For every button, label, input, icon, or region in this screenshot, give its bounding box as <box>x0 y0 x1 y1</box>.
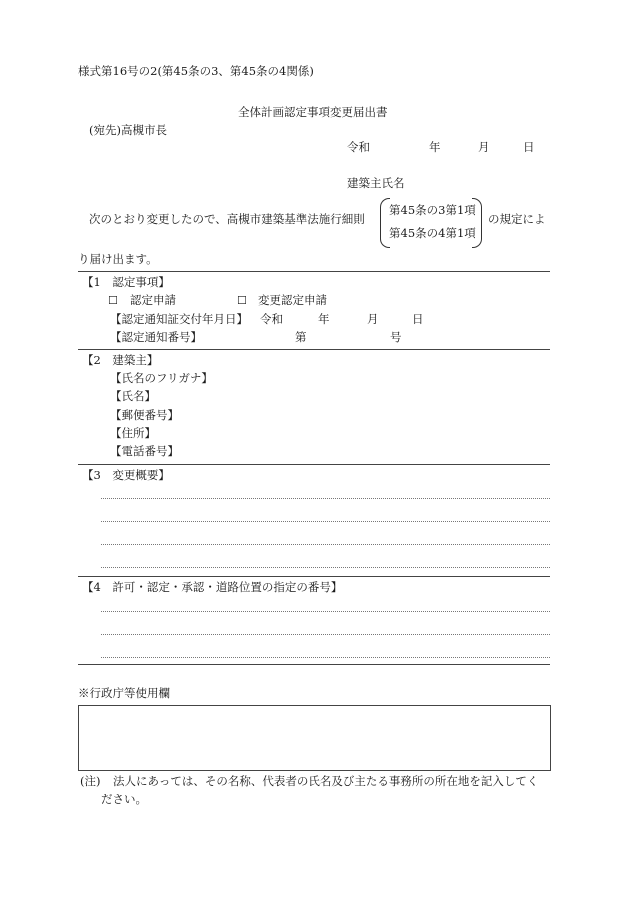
divider-1 <box>78 271 550 272</box>
notice-dai: 第 <box>295 330 307 344</box>
writing-line[interactable] <box>101 634 550 635</box>
section4-heading: 【4 許可・認定・承認・道路位置の指定の番号】 <box>82 580 343 594</box>
addressee: (宛先)高槻市長 <box>89 123 167 137</box>
field-furigana: 【氏名のフリガナ】 <box>110 371 213 385</box>
option-45-4: 第45条の4第1項 <box>389 226 476 240</box>
form-title: 全体計画認定事項変更届出書 <box>238 105 388 119</box>
date-era: 令和 <box>347 140 370 154</box>
notice-go: 号 <box>390 330 402 344</box>
date-year: 年 <box>429 140 441 154</box>
checkbox-icon[interactable]: ☐ <box>108 294 118 307</box>
body-suffix: の規定によ <box>488 212 546 226</box>
writing-line[interactable] <box>101 521 550 522</box>
writing-line[interactable] <box>101 498 550 499</box>
field-name: 【氏名】 <box>110 389 156 403</box>
notice-date-label: 【認定通知証交付年月日】 <box>110 312 248 326</box>
writing-line[interactable] <box>101 544 550 545</box>
writing-line[interactable] <box>101 611 550 612</box>
writing-line[interactable] <box>101 567 550 568</box>
office-use-box <box>78 705 551 771</box>
divider-2 <box>78 349 550 350</box>
note-mark: (注) <box>80 774 101 788</box>
form-id: 様式第16号の2(第45条の3、第45条の4関係) <box>78 64 314 78</box>
body-prefix: 次のとおり変更したので、高槻市建築基準法施行細則 <box>89 212 365 226</box>
field-phone: 【電話番号】 <box>110 444 179 458</box>
divider-5 <box>78 664 550 665</box>
note-line1: 法人にあっては、その名称、代表者の氏名及び主たる事務所の所在地を記入してく <box>113 774 539 788</box>
divider-4 <box>78 576 550 577</box>
section2-heading: 【2 建築主】 <box>82 353 159 367</box>
bracket-right <box>472 198 482 248</box>
section3-heading: 【3 変更概要】 <box>82 468 170 482</box>
field-postal: 【郵便番号】 <box>110 408 179 422</box>
option-45-3: 第45条の3第1項 <box>389 203 476 217</box>
note-line2: ださい。 <box>101 792 147 806</box>
checkbox-icon[interactable]: ☐ <box>237 294 247 307</box>
office-use-label: ※行政庁等使用欄 <box>78 686 170 700</box>
notice-month: 月 <box>367 312 379 326</box>
notice-number-label: 【認定通知番号】 <box>110 330 202 344</box>
applicant-label: 建築主氏名 <box>347 176 405 190</box>
field-address: 【住所】 <box>110 426 156 440</box>
body-line2: り届け出ます。 <box>78 252 158 266</box>
date-month: 月 <box>478 140 490 154</box>
checkbox-label-apply: 認定申請 <box>130 293 176 307</box>
notice-era: 令和 <box>260 312 283 326</box>
writing-line[interactable] <box>101 657 550 658</box>
date-day: 日 <box>523 140 535 154</box>
divider-3 <box>78 464 550 465</box>
notice-day: 日 <box>412 312 424 326</box>
checkbox-label-change: 変更認定申請 <box>258 293 327 307</box>
section1-heading: 【1 認定事項】 <box>82 275 170 289</box>
notice-year: 年 <box>318 312 330 326</box>
